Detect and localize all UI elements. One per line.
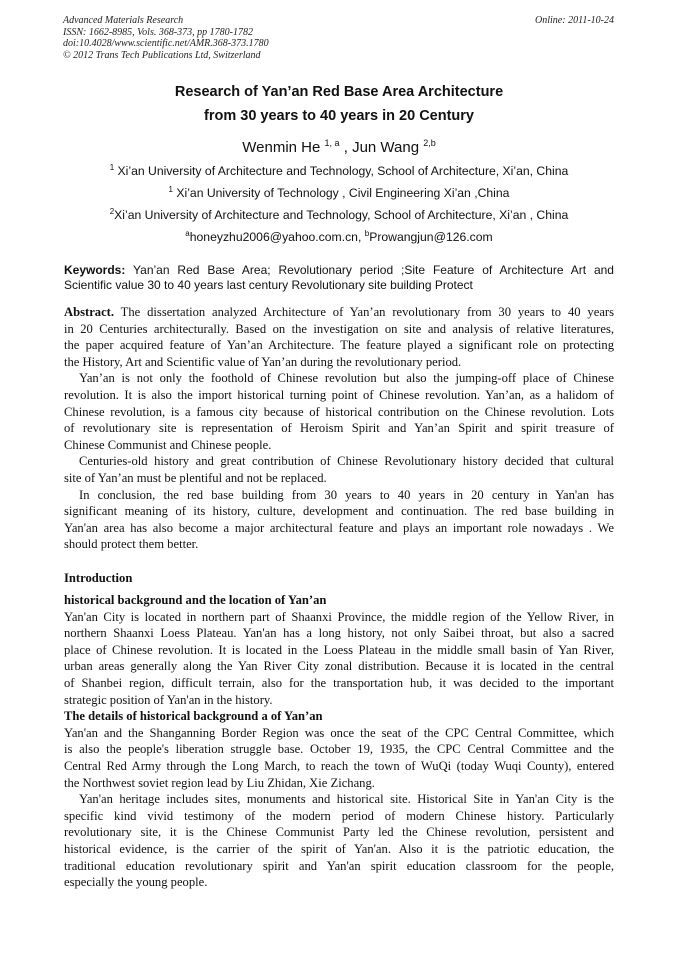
abstract-line: revolution. It is also the import historical turning point of Chinese revolution. Yan’an, as a halidom of xyxy=(64,387,614,402)
abstract-line: Yan’an is not only the foothold of Chinese revolution but also the jumping-off place of Chinese xyxy=(79,371,614,386)
author-2-affil: 2,b xyxy=(423,138,436,148)
body-line: especially the young people. xyxy=(64,875,208,890)
affiliation-3-sup: 2 xyxy=(109,207,115,216)
abstract-line: significant meaning of its history, culture, development and continuation. The red base building in xyxy=(64,504,614,519)
journal-doi: doi:10.4028/www.scientific.net/AMR.368-373.1780 xyxy=(63,38,269,49)
abstract-line: Chinese Communist and Chinese people. xyxy=(64,437,272,452)
subsection-heading-details: The details of historical background a of Yan’an xyxy=(64,709,323,724)
title-line-2: from 30 years to 40 years in 20 Century xyxy=(204,108,474,124)
body-line: northern Shaanxi Loess Plateau. Yan'an has a long history, not only Saibei throat, but also a sacred xyxy=(64,626,614,641)
body-line: Yan'an and the Shanganning Border Region was once the seat of the CPC Central Committee, which xyxy=(64,725,614,740)
body-line: Central Red Army through the Long March, to reach the town of WuQi (today Wuqi County), entered xyxy=(64,758,614,773)
affiliation-2-sup: 1 xyxy=(168,185,173,194)
journal-name: Advanced Materials Research xyxy=(63,15,184,26)
email-a-sup: a xyxy=(185,229,190,238)
online-date: Online: 2011-10-24 xyxy=(535,15,614,26)
email-b-sup: b xyxy=(364,229,370,238)
abstract-line: In conclusion, the red base building from 30 years to 40 years in 20 century in Yan'an has xyxy=(79,487,614,502)
journal-copyright: © 2012 Trans Tech Publications Ltd, Switzerland xyxy=(63,49,261,61)
body-line: the Northwest soviet region lead by Liu Zhidan, Xie Zichang. xyxy=(64,775,375,790)
abstract-text: The dissertation analyzed Architecture of Yan’an revolutionary from 30 years to 40 years xyxy=(120,305,615,319)
keywords-label: Keywords: xyxy=(64,263,126,277)
body-line: is also the people's liberation struggle base. October 19, 1935, the CPC Central Committee and the xyxy=(64,742,614,757)
body-line: Yan'an heritage includes sites, monuments and historical site. Historical Site in Yan'an City is the xyxy=(79,792,614,807)
body-line: Yan'an City is located in northern part of Shaanxi Province, the middle region of the Yellow River, in xyxy=(64,609,614,624)
affiliation-1-sup: 1 xyxy=(109,163,115,172)
abstract-line: site of Yan’an must be plentiful and not be replaced. xyxy=(64,470,327,485)
keywords-line-2: Scientific value 30 to 40 years last century Revolutionary site building Protect xyxy=(64,278,473,292)
abstract xyxy=(64,304,614,553)
abstract-line: the paper acquired feature of Yan’an Architecture. The feature played a significant role on protecting xyxy=(64,338,614,353)
author-emails xyxy=(0,229,678,245)
affiliation-3-text: Xi’an University of Architecture and Technology, School of Architecture, Xi’an , China xyxy=(114,208,569,222)
email-b[interactable]: Prowangjun@126.com xyxy=(369,230,493,244)
body-line: urban areas generally along the Yan River City zonal distribution. Because it is located in the central xyxy=(64,659,614,674)
abstract-line: Yan'an area has also become a major architectural feature and plays an important role nowadays . We xyxy=(64,520,614,535)
author-list xyxy=(0,138,678,158)
subsection-heading-location: historical background and the location of Yan’an xyxy=(64,593,327,607)
abstract-line: Centuries-old history and great contribution of Chinese Revolutionary history decided that cultural xyxy=(79,454,614,469)
affiliation-1 xyxy=(0,163,678,179)
abstract-line: Chinese revolution, is a famous city because of historical contribution on the Chinese revolution. Lots xyxy=(64,404,614,419)
body-line: place of Chinese revolution. It is located in the Loess Plateau in the middle small basin of Yan River, xyxy=(64,642,614,657)
affiliation-2-text: Xi’an University of Technology , Civil Engineering Xi’an ,China xyxy=(172,186,510,200)
body-line: strategic position of Yan'an in the history. xyxy=(64,692,273,707)
affiliation-3 xyxy=(0,207,678,223)
body-line: specific kind vivid testimony of the modern period of modern Chinese history. Particularly xyxy=(64,808,614,823)
affiliation-1-text: Xi’an University of Architecture and Technology, School of Architecture, Xi’an, China xyxy=(114,164,569,178)
introduction-body xyxy=(64,592,614,891)
abstract-line: should protect them better. xyxy=(64,537,199,552)
keywords-block xyxy=(64,263,614,293)
title-line-1: Research of Yan’an Red Base Area Architecture xyxy=(174,84,504,100)
author-separator: , xyxy=(339,139,353,156)
abstract-line: the History, Art and Scientific value of Yan’an during the revolutionary period. xyxy=(64,354,462,369)
keywords-text-1: Yan’an Red Base Area; Revolutionary period ;Site Feature of Architecture Art and xyxy=(133,263,614,277)
body-line: historical evidence, is the carrier of the spirit of Yan'an. Also it is the patriotic education, the xyxy=(64,841,614,856)
author-1-affil: 1, a xyxy=(324,138,340,148)
introduction-heading: Introduction xyxy=(64,571,133,585)
body-line: revolutionary site, it is the Chinese Communist Party led the Chinese revolution, persistent and xyxy=(64,825,614,840)
abstract-line: in 20 Centuries architecturally. Based on the investigation on site and analysis of relative literatures, xyxy=(64,321,614,336)
affiliation-2 xyxy=(0,185,678,201)
body-line: traditional education revolutionary spirit and Yan'an spirit education classroom for the people, xyxy=(64,858,614,873)
paper-title xyxy=(0,80,678,128)
body-line: of Shanbei region, difficult terrain, also for the transportation hub, it was decided to the important xyxy=(64,675,614,690)
author-1: Wenmin He xyxy=(242,139,321,156)
abstract-line: of revolutionary site is representation of Heroism Spirit and Yan’an Spirit and spirit treasure of xyxy=(64,421,614,436)
keywords-line-1 xyxy=(64,263,614,278)
journal-header xyxy=(63,15,269,61)
email-a[interactable]: honeyzhu2006@yahoo.com.cn, xyxy=(189,230,365,244)
author-2: Jun Wang xyxy=(352,139,420,156)
journal-issn: ISSN: 1662-8985, Vols. 368-373, pp 1780-1782 xyxy=(63,26,253,38)
abstract-label: Abstract. xyxy=(64,305,115,319)
abstract-line xyxy=(64,304,614,321)
